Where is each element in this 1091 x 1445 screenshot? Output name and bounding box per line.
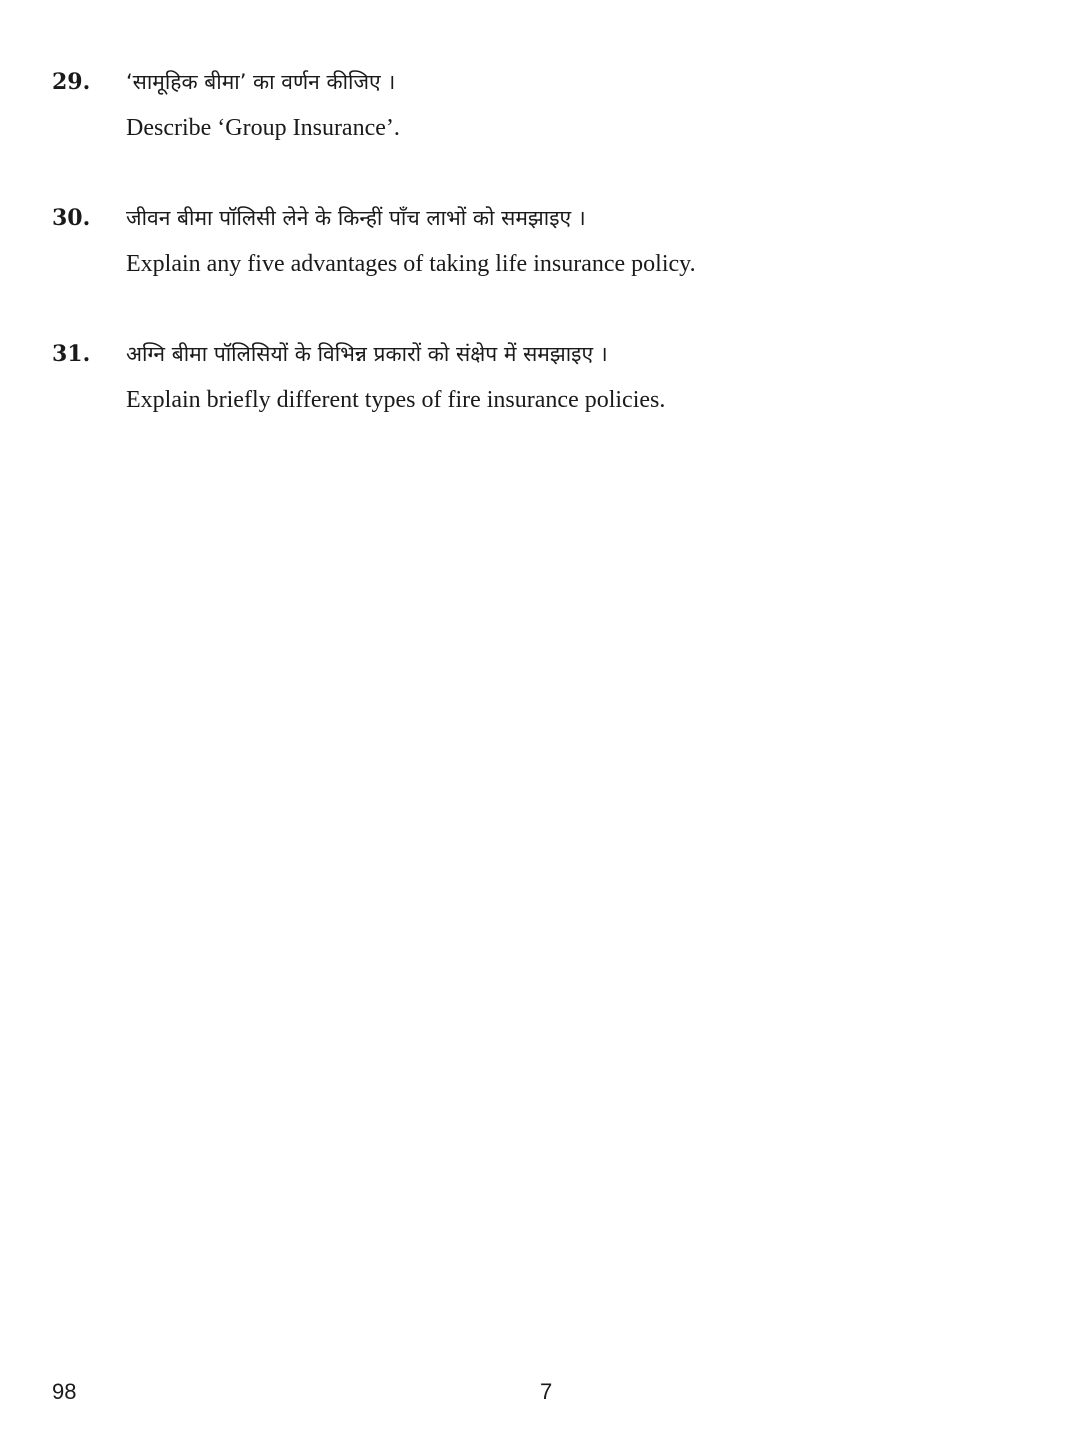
question-text-hindi: ‘सामूहिक बीमा’ का वर्णन कीजिए । bbox=[126, 70, 396, 94]
question-text-english: Explain any five advantages of taking life insurance policy. bbox=[126, 251, 696, 277]
question-text-english: Describe ‘Group Insurance’. bbox=[126, 115, 400, 141]
question-number: 31. bbox=[52, 341, 91, 367]
question-text-english: Explain briefly different types of fire insurance policies. bbox=[126, 387, 666, 413]
question-number: 30. bbox=[52, 205, 91, 231]
paper-code: 98 bbox=[52, 1379, 77, 1404]
question-number: 29. bbox=[52, 69, 91, 95]
question-text-hindi: अग्नि बीमा पॉलिसियों के विभिन्न प्रकारों को संक्षेप में समझाइए । bbox=[126, 342, 608, 366]
question-text-hindi: जीवन बीमा पॉलिसी लेने के किन्हीं पाँच लाभों को समझाइए । bbox=[126, 206, 586, 230]
page-number: 7 bbox=[540, 1379, 553, 1404]
